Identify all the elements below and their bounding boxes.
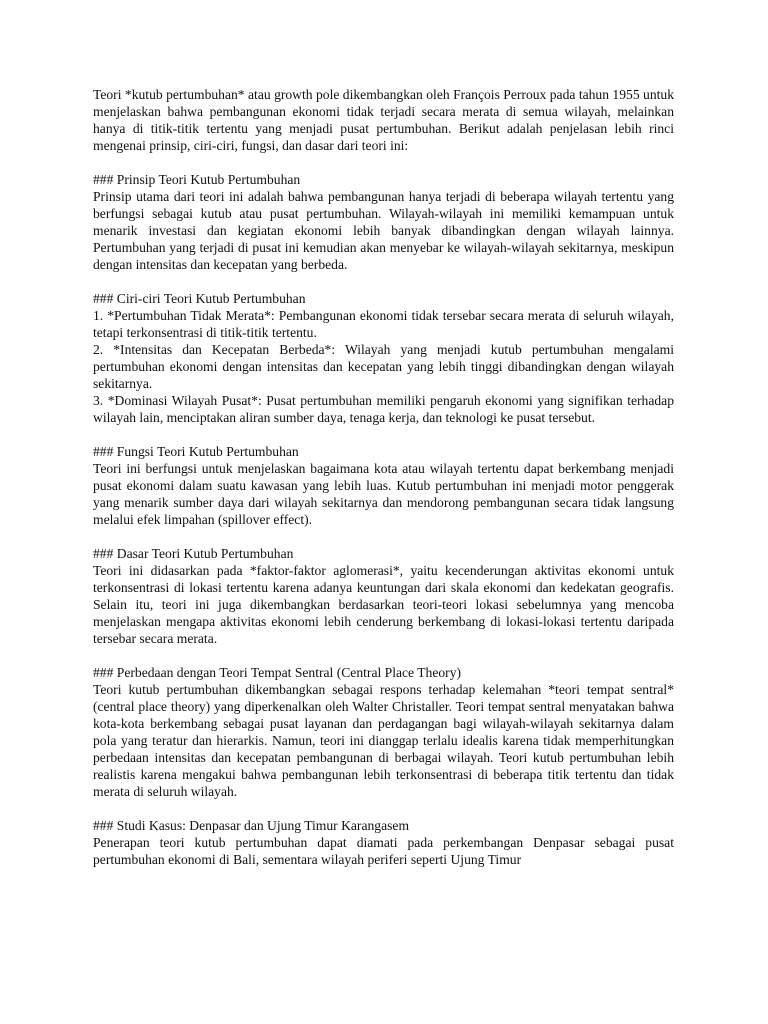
section-heading: ### Dasar Teori Kutub Pertumbuhan	[93, 546, 294, 561]
section-studi-kasus	[93, 817, 674, 868]
section-paragraph: Teori ini didasarkan pada *faktor-faktor aglomerasi*, yaitu kecenderungan aktivitas ekonomi untuk terkonsentrasi di lokasi tertentu karena adanya keuntungan dari skala ekonomi dan kedekatan geografis. Selain itu, teori ini juga dikembangkan berdasarkan teori-teori lokasi sebelumnya yang mencoba menjelaskan mengapa aktivitas ekonomi lebih cenderung berkembang di lokasi-lokasi tertentu daripada tersebar secara merata.	[93, 563, 674, 646]
section-heading: ### Ciri-ciri Teori Kutub Pertumbuhan	[93, 291, 306, 306]
section-dasar	[93, 545, 674, 647]
section-ciri-ciri	[93, 290, 674, 426]
section-prinsip	[93, 171, 674, 273]
section-heading: ### Prinsip Teori Kutub Pertumbuhan	[93, 172, 301, 187]
section-paragraph: Teori kutub pertumbuhan dikembangkan sebagai respons terhadap kelemahan *teori tempat sentral* (central place theory) yang diperkenalkan oleh Walter Christaller. Teori tempat sentral menyatakan bahwa kota-kota berkembang sebagai pusat layanan dan perdagangan bagi wilayah-wilayah sekitarnya dalam pola yang teratur dan hierarkis. Namun, teori ini dianggap terlalu idealis karena tidak memperhitungkan perbedaan intensitas dan kecepatan pembangunan di berbagai wilayah. Teori kutub pertumbuhan lebih realistis karena mengakui bahwa pembangunan lebih terkonsentrasi di beberapa titik tertentu dan tidak merata di seluruh wilayah.	[93, 682, 674, 799]
section-heading: ### Fungsi Teori Kutub Pertumbuhan	[93, 444, 299, 459]
section-perbedaan	[93, 664, 674, 800]
section-paragraph: Prinsip utama dari teori ini adalah bahwa pembangunan hanya terjadi di beberapa wilayah tertentu yang berfungsi sebagai kutub atau pusat pertumbuhan. Wilayah-wilayah ini memiliki kemampuan untuk menarik investasi dan kegiatan ekonomi lebih banyak dibandingkan dengan wilayah lainnya. Pertumbuhan yang terjadi di pusat ini kemudian akan menyebar ke wilayah-wilayah sekitarnya, meskipun dengan intensitas dan kecepatan yang berbeda.	[93, 189, 674, 272]
document-body	[93, 86, 674, 868]
section-fungsi	[93, 443, 674, 528]
list-item: 1. *Pertumbuhan Tidak Merata*: Pembangunan ekonomi tidak tersebar secara merata di seluruh wilayah, tetapi terkonsentrasi di titik-titik tertentu.	[93, 308, 674, 340]
list-item: 2. *Intensitas dan Kecepatan Berbeda*: Wilayah yang menjadi kutub pertumbuhan mengalami pertumbuhan ekonomi dengan intensitas dan kecepatan yang lebih tinggi dibandingkan dengan wilayah sekitarnya.	[93, 342, 674, 391]
list-item: 3. *Dominasi Wilayah Pusat*: Pusat pertumbuhan memiliki pengaruh ekonomi yang signifikan terhadap wilayah lain, menciptakan aliran sumber daya, tenaga kerja, dan teknologi ke pusat tersebut.	[93, 393, 674, 425]
section-paragraph: Penerapan teori kutub pertumbuhan dapat diamati pada perkembangan Denpasar sebagai pusat pertumbuhan ekonomi di Bali, sementara wilayah periferi seperti Ujung Timur	[93, 835, 674, 867]
section-paragraph: Teori ini berfungsi untuk menjelaskan bagaimana kota atau wilayah tertentu dapat berkembang menjadi pusat ekonomi dalam suatu kawasan yang lebih luas. Kutub pertumbuhan ini menjadi motor penggerak yang menarik sumber daya dari wilayah sekitarnya dan mendorong pembangunan secara tidak langsung melalui efek limpahan (spillover effect).	[93, 461, 674, 527]
section-heading: ### Studi Kasus: Denpasar dan Ujung Timur Karangasem	[93, 818, 410, 833]
intro-paragraph: Teori *kutub pertumbuhan* atau growth pole dikembangkan oleh François Perroux pada tahun 1955 untuk menjelaskan bahwa pembangunan ekonomi tidak terjadi secara merata di semua wilayah, melainkan hanya di titik-titik tertentu yang menjadi pusat pertumbuhan. Berikut adalah penjelasan lebih rinci mengenai prinsip, ciri-ciri, fungsi, dan dasar dari teori ini:	[93, 87, 674, 153]
section-heading: ### Perbedaan dengan Teori Tempat Sentral (Central Place Theory)	[93, 665, 462, 680]
